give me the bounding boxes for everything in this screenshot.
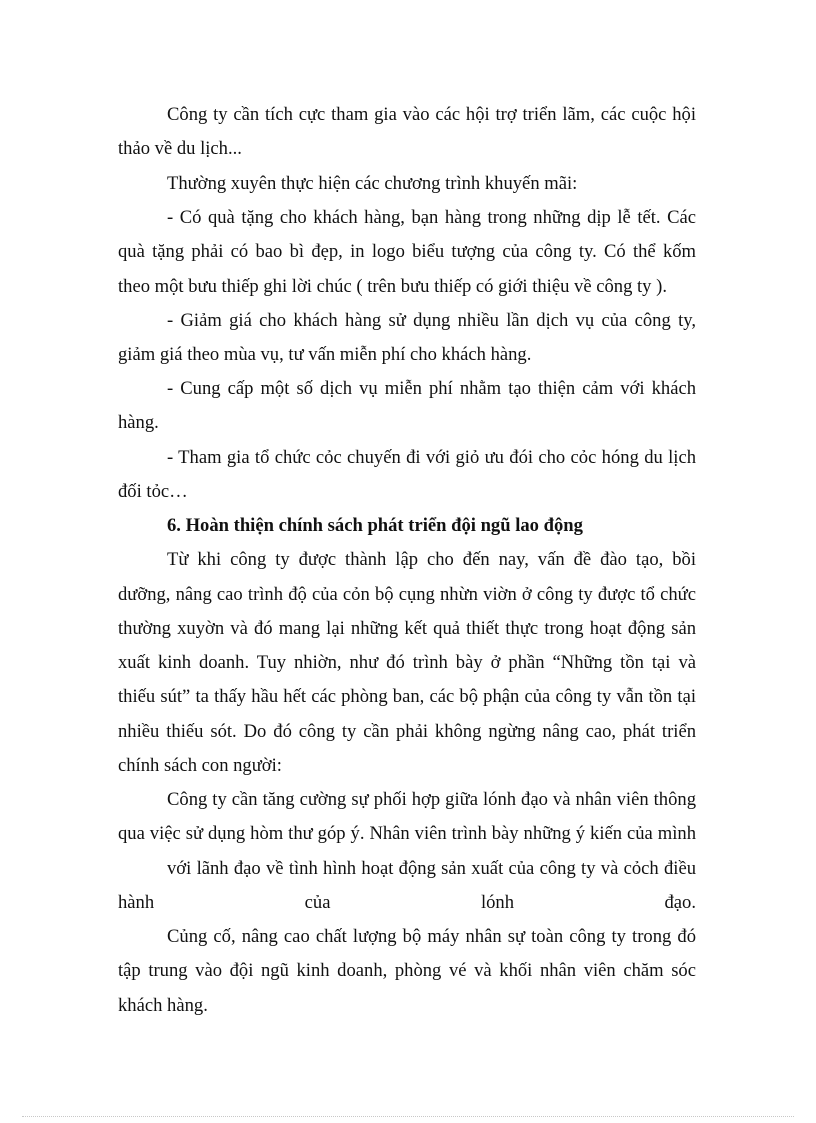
- body-text-line: Thường xuyên thực hiện các chương trình khuyến mãi:: [167, 173, 578, 194]
- body-text-line: qua việc sử dụng hòm thư góp ý. Nhân viên trình bày những ý kiến của mình: [118, 823, 696, 844]
- body-text-line: - Tham gia tổ chức cỏc chuyến đi với giỏ ưu đói cho cỏc hóng du lịch: [167, 447, 696, 468]
- body-text-line: thường xuyờn và đó mang lại những kết quả thiết thực trong hoạt động sản: [118, 618, 696, 639]
- body-text-line: tập trung vào đội ngũ kinh doanh, phòng vé và khối nhân viên chăm sóc: [118, 960, 696, 981]
- body-text-line: Công ty cần tăng cường sự phối hợp giữa lónh đạo và nhân viên thông: [167, 789, 696, 810]
- page-bottom-divider: [22, 1116, 794, 1117]
- body-text-line: theo một bưu thiếp ghi lời chúc ( trên bưu thiếp có giới thiệu về công ty ).: [118, 276, 667, 297]
- body-text-line: Từ khi công ty được thành lập cho đến nay, vấn đề đào tạo, bồi: [167, 549, 696, 570]
- body-text-line: Củng cố, nâng cao chất lượng bộ máy nhân sự toàn công ty trong đó: [167, 926, 696, 947]
- body-text-line: với lãnh đạo về tình hình hoạt động sản xuất của công ty và cỏch điều: [167, 858, 696, 879]
- body-text-line: quà tặng phải có bao bì đẹp, in logo biểu tượng của công ty. Có thể kốm: [118, 241, 696, 262]
- body-text-line: hành của lónh đạo.: [118, 892, 696, 913]
- body-text-line: thiếu sút” ta thấy hầu hết các phòng ban, các bộ phận của công ty vẫn tồn tại: [118, 686, 696, 707]
- body-text-line: dưỡng, nâng cao trình độ của cỏn bộ cụng nhừn viờn ở công ty được tổ chức: [118, 584, 696, 605]
- body-text-line: khách hàng.: [118, 995, 208, 1016]
- body-text-line: - Giảm giá cho khách hàng sử dụng nhiều lần dịch vụ của công ty,: [167, 310, 696, 331]
- body-text-line: - Cung cấp một số dịch vụ miễn phí nhằm tạo thiện cảm với khách: [167, 378, 696, 399]
- body-text-line: hàng.: [118, 412, 159, 433]
- body-text-line: giảm giá theo mùa vụ, tư vấn miễn phí cho khách hàng.: [118, 344, 532, 365]
- body-text-line: Công ty cần tích cực tham gia vào các hội trợ triển lãm, các cuộc hội: [167, 104, 696, 125]
- body-text-line: thảo về du lịch...: [118, 138, 242, 159]
- body-text-line: chính sách con người:: [118, 755, 282, 776]
- body-text-line: đối tỏc…: [118, 481, 188, 502]
- section-heading: 6. Hoàn thiện chính sách phát triển đội ngũ lao động: [167, 515, 583, 536]
- body-text-line: nhiều thiếu sót. Do đó công ty cần phải không ngừng nâng cao, phát triển: [118, 721, 696, 742]
- body-text-line: - Có quà tặng cho khách hàng, bạn hàng trong những dịp lễ tết. Các: [167, 207, 696, 228]
- body-text-line: xuất kinh doanh. Tuy nhiờn, như đó trình bày ở phần “Những tồn tại và: [118, 652, 696, 673]
